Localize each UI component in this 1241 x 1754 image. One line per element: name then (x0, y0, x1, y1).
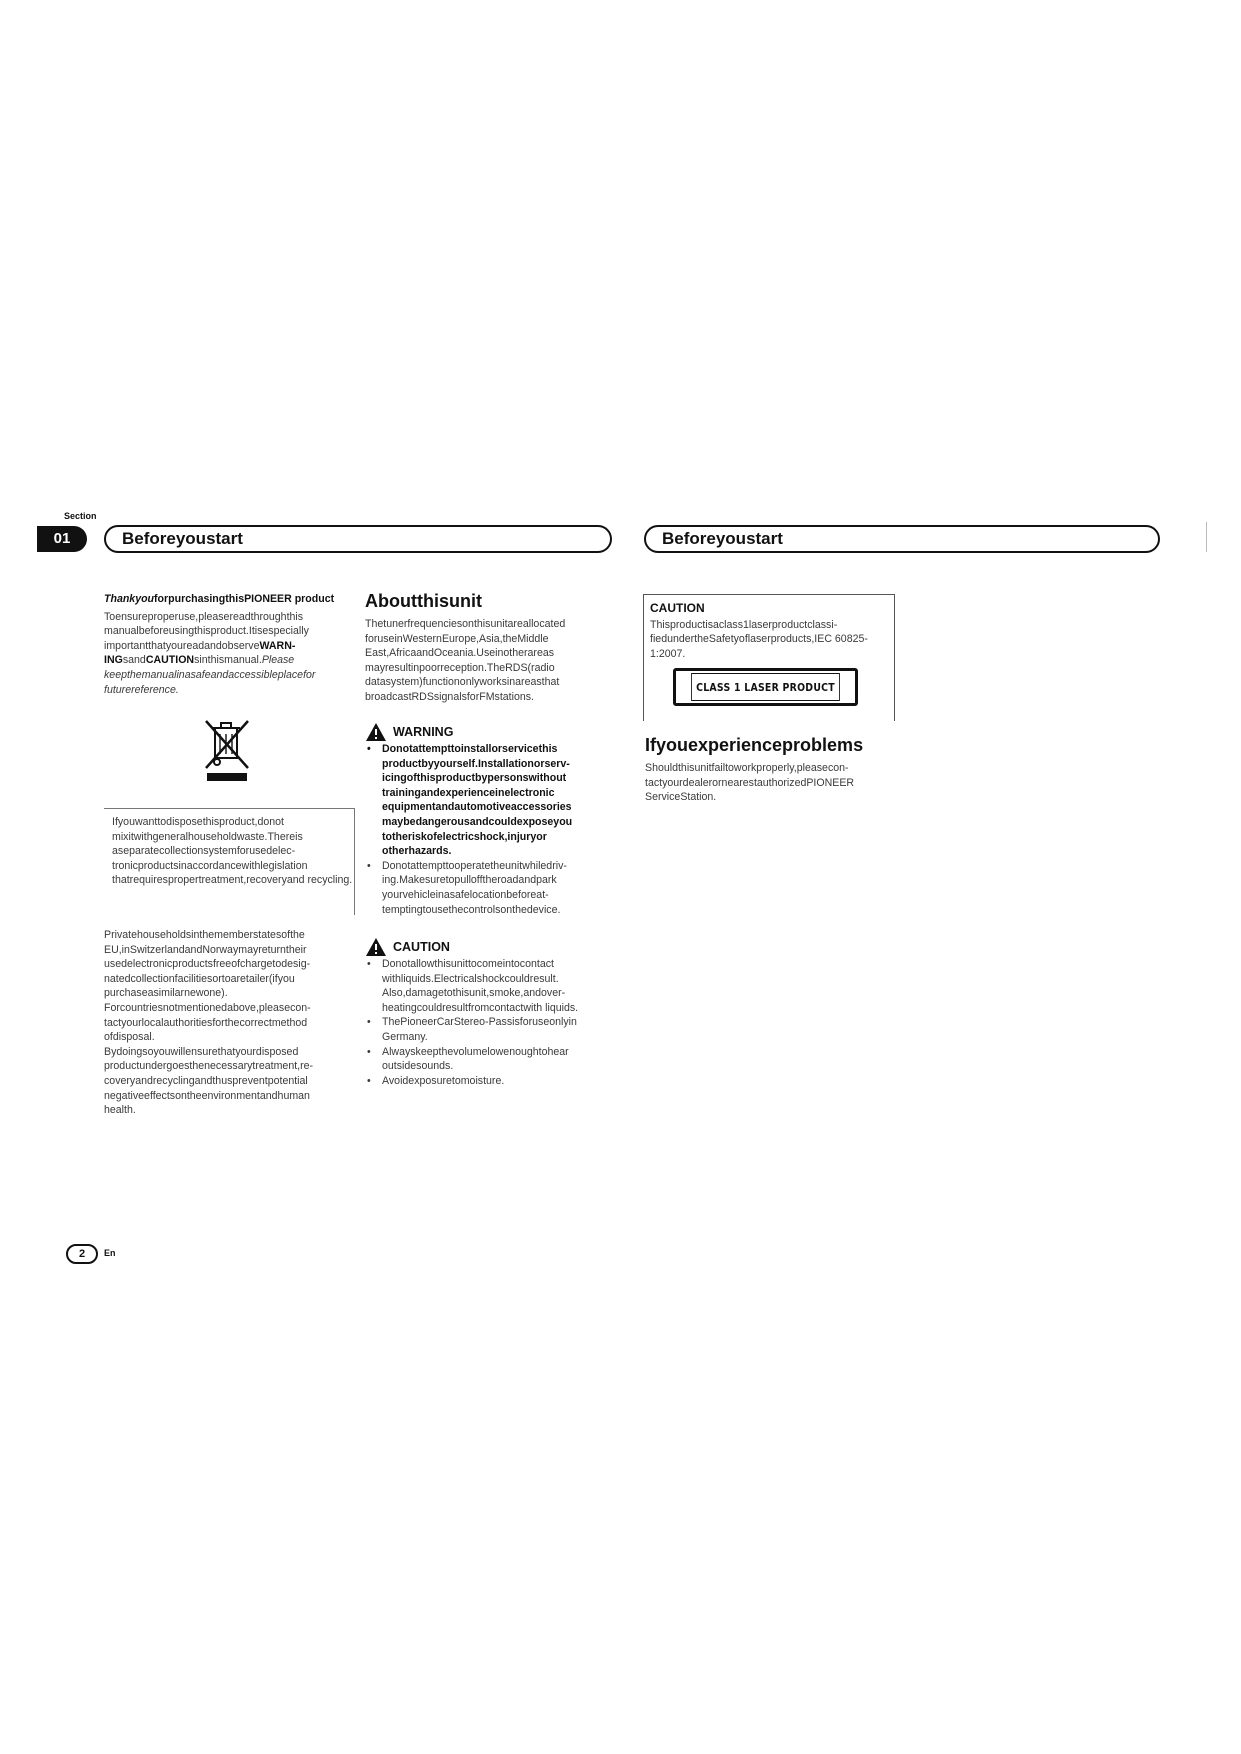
warning-triangle-icon (365, 722, 387, 742)
disposal-info-box (104, 808, 355, 915)
households-para-1: Privatehouseholdsinthememberstatesofthe EU,inSwitzerlandandNorwaymayreturntheir usedelectronicproductsfreeofchargetodesig-natedcollectionfacilitiesortoaretailer(ifyou purchaseasimilarnewone). (104, 929, 311, 1000)
caution-list-block (365, 937, 595, 1088)
households-para-2: Forcountriesnotmentionedabove,pleasecon-tactyourlocalauthoritiesforthecorrectmethod ofdisposal. (104, 1001, 311, 1044)
caution-triangle-icon (365, 937, 387, 957)
laser-label-text: CLASS 1 LASER PRODUCT (691, 673, 840, 701)
page-edge-divider (1206, 522, 1207, 552)
class-1-laser-label (673, 668, 858, 706)
about-unit-heading: Aboutthisunit (365, 591, 482, 611)
caution-heading: CAUTION (393, 940, 450, 954)
laser-caution-heading: CAUTION (650, 601, 705, 615)
intro-body-1: Toensureproperuse,pleasereadthroughthis manualbeforeusingthisproduct.Itisespecially importantthatyoureadandobserve (104, 610, 309, 652)
page-title-left: Beforeyoustart (104, 525, 612, 553)
caution-item: • ThePioneerCarStereo-Passisforuseonlyin Germany. (365, 1015, 595, 1044)
intro-heading (104, 592, 352, 607)
warning-heading-row (365, 722, 600, 742)
caution-list (365, 957, 595, 1088)
intro-body-3: sinthismanual. (194, 654, 262, 667)
thank-you-italic: Thankyou (104, 593, 155, 605)
warning-block (365, 722, 600, 917)
page-title-right: Beforeyoustart (644, 525, 1160, 553)
language-code: En (104, 1248, 116, 1258)
section-number-badge: 01 (37, 526, 87, 552)
section-label: Section (64, 511, 97, 521)
problems-body: Shouldthisunitfailtoworkproperly,pleasecon-tactyourdealerornearestauthorizedPIONEER ServiceStation. (645, 762, 855, 804)
caution-heading-row (365, 937, 595, 957)
disposal-households-block (104, 928, 334, 1118)
intro-body (104, 610, 352, 698)
thank-you-rest: forpurchasingthisPIONEER product (154, 593, 335, 605)
problems-block (645, 735, 895, 805)
about-unit-body: Thetunerfrequenciesonthisunitareallocated foruseinWesternEurope,Asia,theMiddle East,AfricaandOceania.Useinotherareas mayresultinpoorreception.TheRDS(radio datasystem)functiononlyworksinareasthat broadcastRDSsignalsforFMstations. (365, 618, 566, 703)
about-unit-block (365, 591, 593, 705)
problems-heading: Ifyouexperienceproblems (645, 735, 864, 755)
warning-item: • Donotattempttooperatetheunitwhiledriv-ing.Makesuretopullofftheroadandpark yourvehicleinasafelocationbeforeat-temptingtousethecontrolsonthedevice. (365, 859, 600, 917)
caution-item: • Donotallowthisunittocomeintocontact withliquids.Electricalshockcouldresult. Also,damagetothisunit,smoke,andover-heatingcouldresultfromcontactwith liquids. (365, 957, 595, 1015)
laser-caution-body: Thisproductisaclass1laserproductclassi-fiedundertheSafetyoflaserproducts,IEC 60825-1:2007. (650, 618, 868, 660)
page-number: 2 (66, 1244, 98, 1264)
households-para-3: Bydoingsoyouwillensurethatyourdisposed productundergoesthenecessarytreatment,re-coveryandrecyclingandthuspreventpotential negativeeffectsontheenvironmentandhuman health. (104, 1045, 314, 1117)
intro-warning-word: WARN-ING (104, 639, 296, 667)
caution-item: • Avoidexposuretomoisture. (365, 1074, 595, 1089)
intro-body-2: sand (122, 654, 146, 667)
crossed-out-wheelie-bin-icon (203, 718, 251, 783)
disposal-text: Ifyouwanttodisposethisproduct,donot mixitwithgeneralhouseholdwaste.Thereis aseparatecollectionsystemforusedelec-tronicproductsinaccordancewithlegislation thatrequirespropertreatment,recoveryand recycling. (112, 816, 353, 887)
intro-block (104, 592, 352, 697)
warning-list (365, 742, 600, 917)
warning-heading: WARNING (393, 725, 454, 739)
intro-italic-tail: Please keepthemanualinasafeandaccessibleplacefor futurereference. (104, 654, 316, 696)
intro-caution-word: CAUTION (145, 654, 195, 667)
warning-item: • Donotattempttoinstallorservicethis productbyyourself.Installationorserv-icingofthisproductbypersonswithout trainingandexperienceinelectronic equipmentandautomotiveaccessories maybedangerousandcouldexposeyou totheriskofelectricshock,injuryor otherhazards. (365, 742, 600, 859)
caution-item: • Alwayskeepthevolumelowenoughtohear outsidesounds. (365, 1045, 595, 1074)
